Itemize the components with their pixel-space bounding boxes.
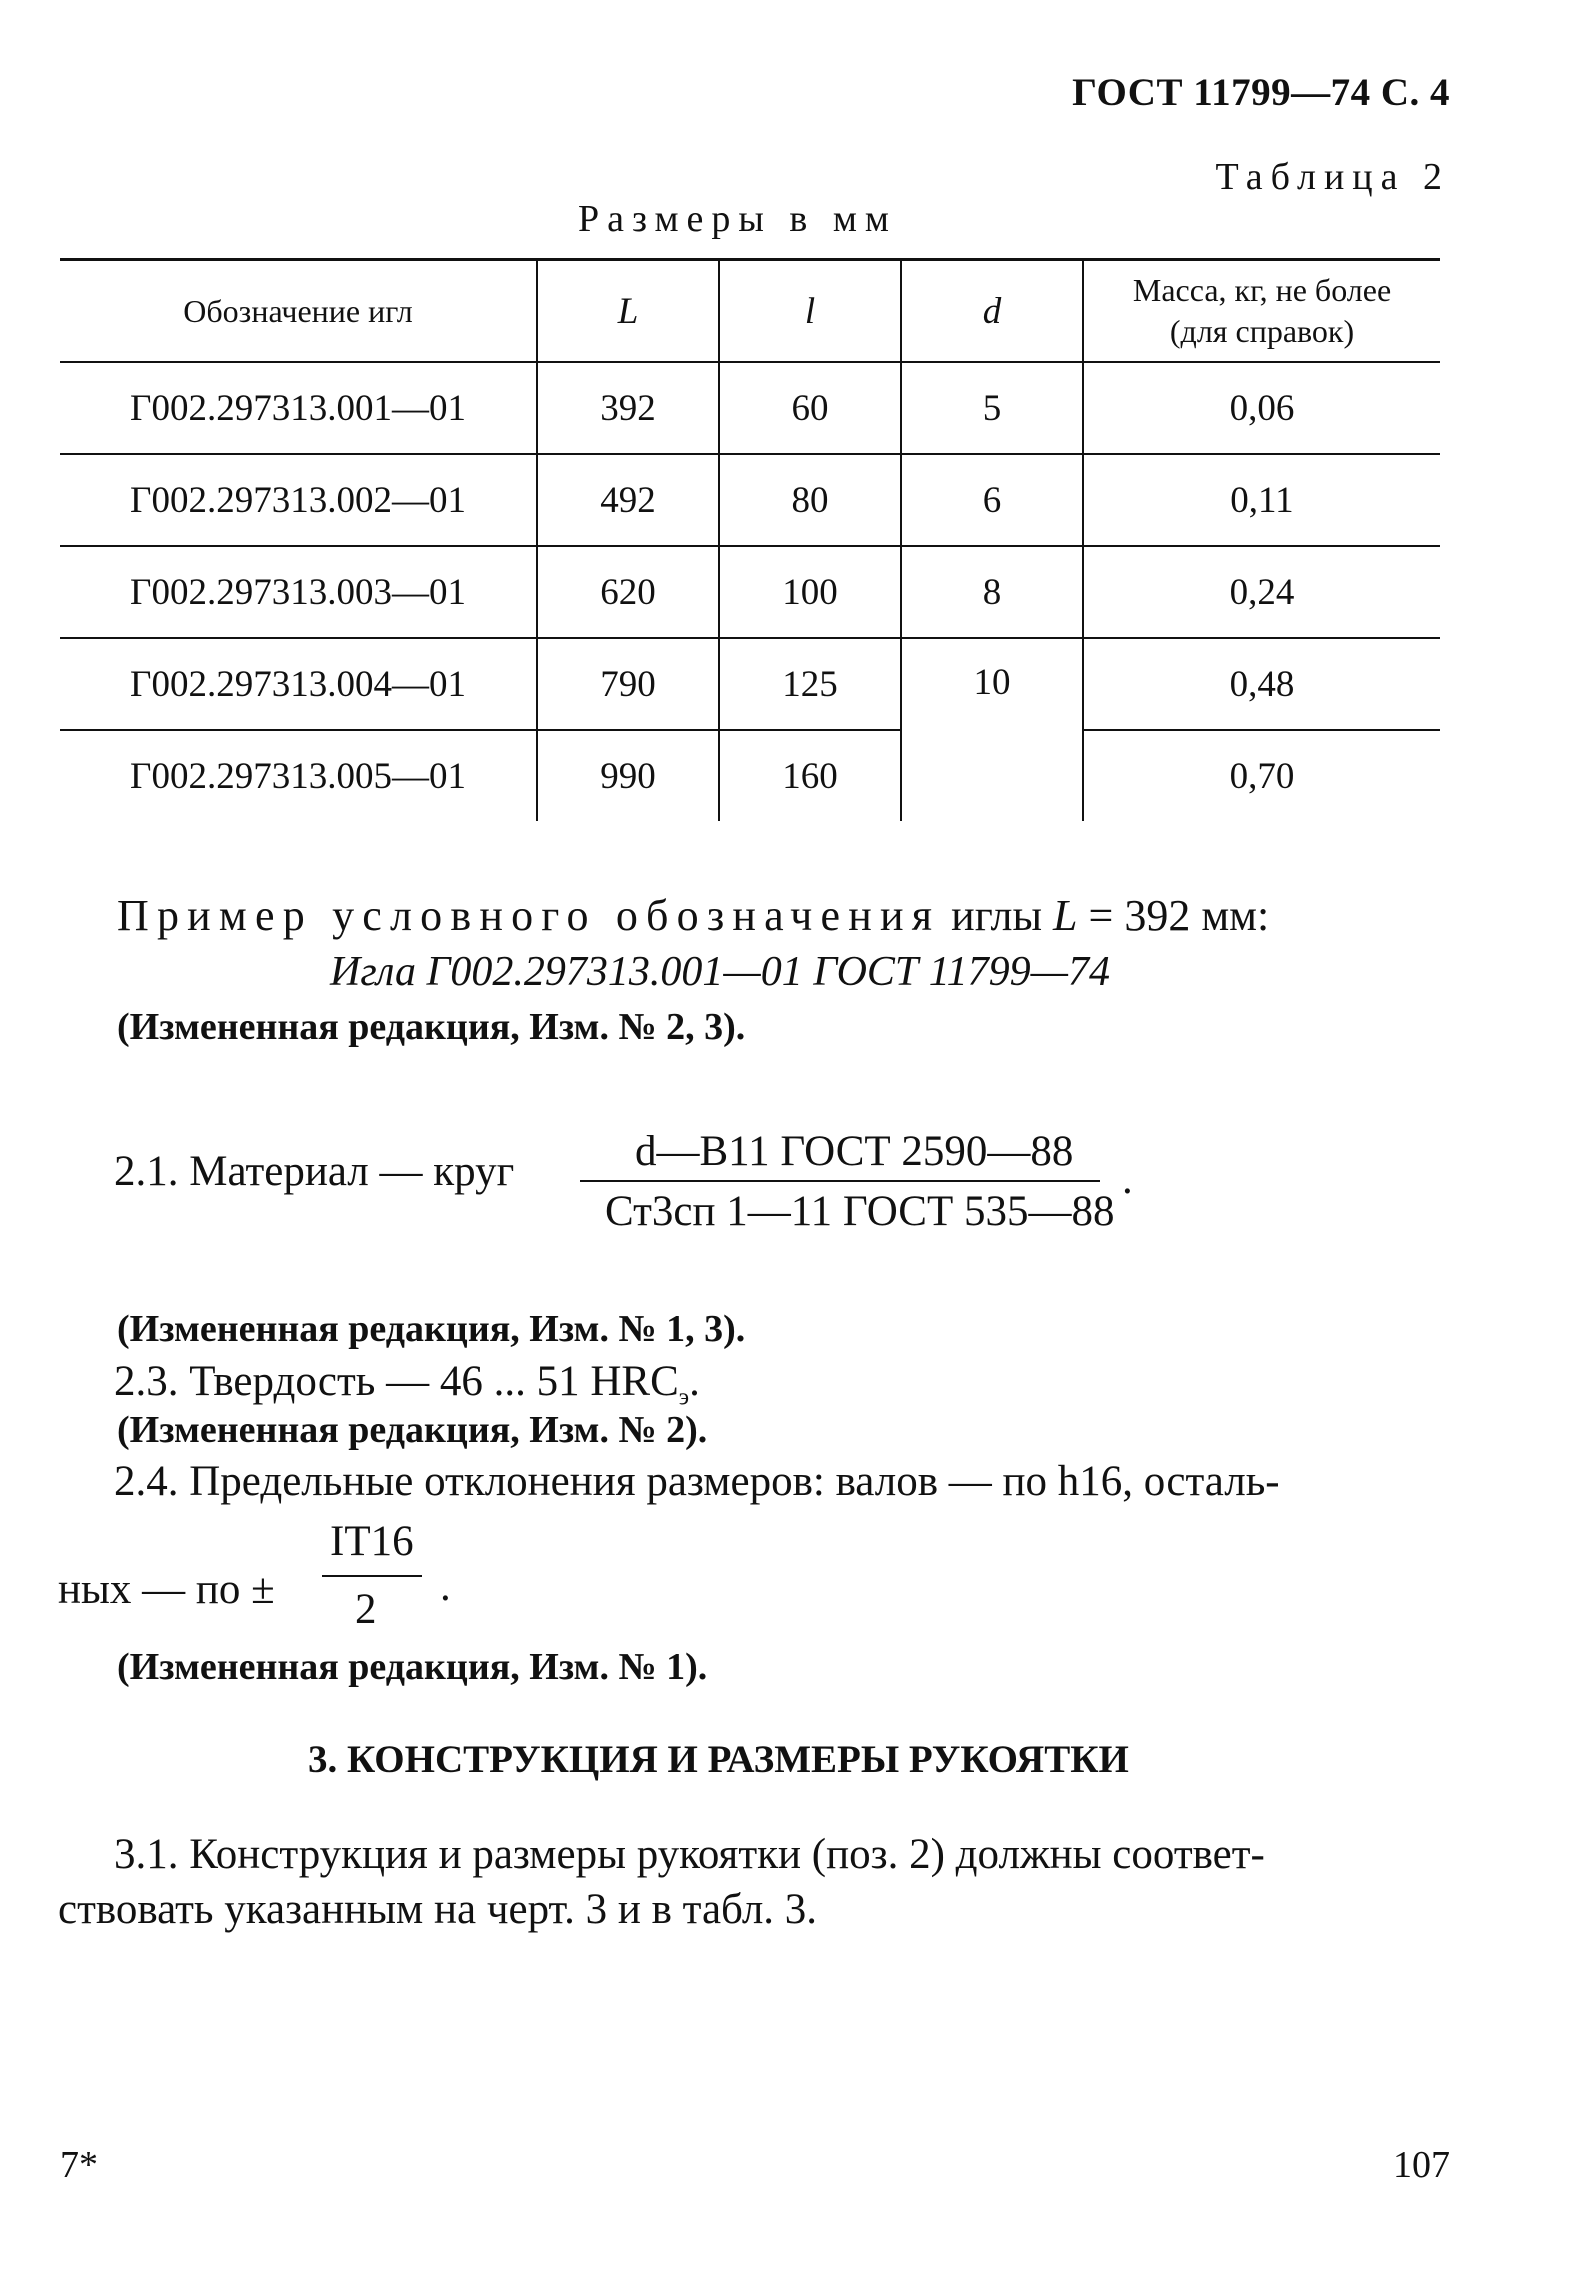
header-L: L [537, 260, 719, 363]
cell-d: 6 [901, 454, 1083, 546]
amendment-note: (Измененная редакция, Изм. № 2, 3). [117, 1006, 746, 1048]
header-mass-line2: (для справок) [1169, 313, 1355, 349]
example-label: Пример условного обозначения [117, 891, 941, 940]
hardness-subscript: э [678, 1384, 690, 1411]
table-row [60, 454, 1440, 546]
header-mass-line1: Масса, кг, не более [1132, 272, 1392, 308]
clause-2-1-period: . [1122, 1156, 1133, 1203]
hardness-text: 2.3. Твердость — 46 ... 51 HRC [114, 1358, 679, 1405]
cell-designation: Г002.297313.004—01 [60, 638, 537, 730]
table-row [60, 362, 1440, 454]
cell-designation: Г002.297313.003—01 [60, 546, 537, 638]
cell-mass: 0,24 [1083, 546, 1440, 638]
cell-mass: 0,11 [1083, 454, 1440, 546]
cell-d-merged: 10 [901, 638, 1083, 821]
fraction-bar [322, 1575, 422, 1577]
table-row [60, 546, 1440, 638]
clause-2-3 [114, 1357, 700, 1412]
clause-2-4-line1: 2.4. Предельные отклонения размеров: валов — по h16, осталь- [114, 1458, 1280, 1505]
amendment-note: (Измененная редакция, Изм. № 1). [117, 1646, 708, 1688]
cell-mass: 0,06 [1083, 362, 1440, 454]
clause-2-1-text: 2.1. Материал — круг [114, 1148, 515, 1195]
cell-designation: Г002.297313.005—01 [130, 755, 466, 797]
header-designation: Обозначение игл [60, 260, 537, 363]
designation-example [117, 890, 1440, 941]
example-value: = 392 мм: [1077, 891, 1270, 940]
cell-designation: Г002.297313.002—01 [60, 454, 537, 546]
dimensions-caption: Размеры в мм [578, 198, 897, 240]
table-row [60, 638, 1440, 730]
header-mass [1083, 260, 1440, 363]
header-l: l [719, 260, 901, 363]
example-designation: Игла Г002.297313.001—01 ГОСТ 11799—74 [330, 949, 1110, 995]
cell-l: 160 [719, 730, 901, 821]
fraction-bar [580, 1180, 1100, 1182]
tolerance-denominator: 2 [355, 1586, 377, 1633]
example-variable: L [1053, 891, 1078, 940]
clause-2-4-period: . [440, 1563, 451, 1610]
table-row [60, 730, 1440, 821]
page-header: ГОСТ 11799—74 С. 4 [1072, 71, 1450, 114]
cell-L: 620 [537, 546, 719, 638]
header-d: d [901, 260, 1083, 363]
cell-mass: 0,70 [1083, 730, 1440, 821]
cell-l: 60 [719, 362, 901, 454]
cell-mass: 0,48 [1083, 638, 1440, 730]
table-label: Таблица 2 [1215, 156, 1450, 198]
cell-L: 990 [537, 730, 719, 821]
clause-3-1-line2: ствовать указанным на черт. 3 и в табл. 3. [58, 1886, 818, 1933]
needle-dimensions-table [60, 258, 1440, 821]
cell-L: 790 [537, 638, 719, 730]
cell-l: 80 [719, 454, 901, 546]
footer-left: 7* [60, 2144, 98, 2186]
cell-l: 100 [719, 546, 901, 638]
example-needle-text: иглы [940, 891, 1054, 940]
cell-designation: Г002.297313.001—01 [60, 362, 537, 454]
material-denominator: Ст3сп 1—11 ГОСТ 535—88 [605, 1188, 1115, 1235]
cell-L: 492 [537, 454, 719, 546]
amendment-note: (Измененная редакция, Изм. № 2). [117, 1409, 708, 1451]
cell-d: 8 [901, 546, 1083, 638]
section-heading: 3. КОНСТРУКЦИЯ И РАЗМЕРЫ РУКОЯТКИ [308, 1738, 1129, 1781]
amendment-note: (Измененная редакция, Изм. № 1, 3). [117, 1308, 746, 1350]
tolerance-numerator: IT16 [330, 1518, 414, 1565]
table-header-row [60, 260, 1440, 363]
clause-3-1-line1: 3.1. Конструкция и размеры рукоятки (поз. 2) должны соответ- [114, 1831, 1265, 1878]
material-numerator: d—B11 ГОСТ 2590—88 [635, 1128, 1074, 1175]
cell-l: 125 [719, 638, 901, 730]
clause-2-4-line2: ных — по ± [58, 1566, 275, 1613]
page-number: 107 [1393, 2144, 1450, 2186]
hardness-period: . [689, 1358, 700, 1405]
cell-d: 5 [901, 362, 1083, 454]
cell-L: 392 [537, 362, 719, 454]
